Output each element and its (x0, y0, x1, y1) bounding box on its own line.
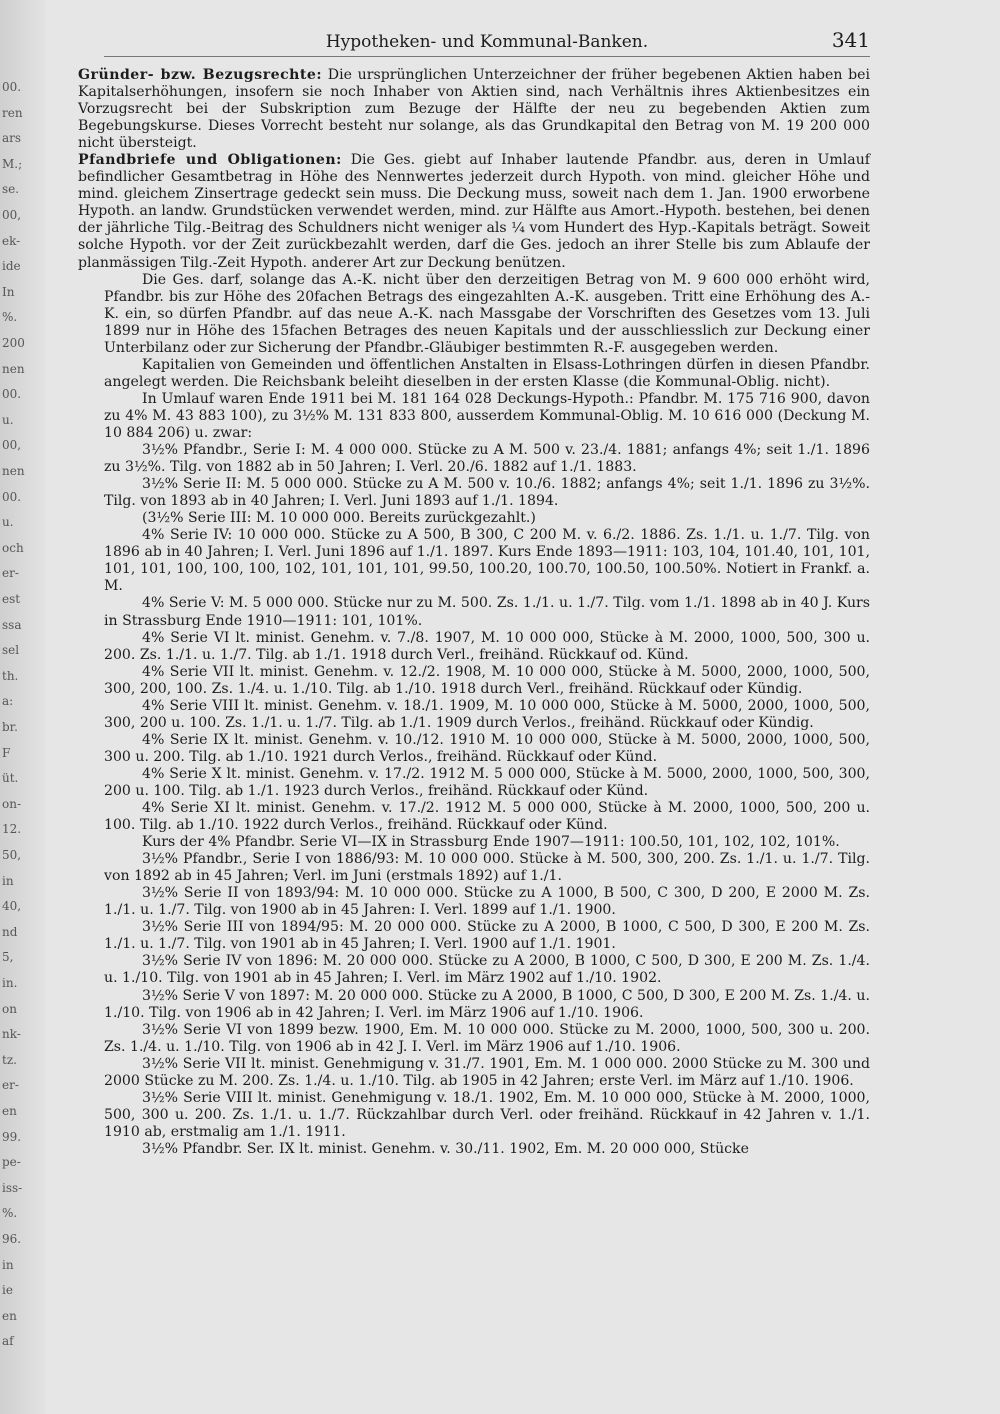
gutter-fragment: %. (2, 1206, 18, 1221)
paragraph-text: Die ursprünglichen Unterzeichner der früher begebenen Aktien haben bei Kapitalserhöhungen, insofern sie noch Inhaber von Aktien sind, nach Verhältnis ihres Aktienbesitzes ein Vorzugsrecht bei der Subskription zum Bezuge der Hälfte der neu zu begebenden Aktien zum Begebungskurse. Dieses Vorrecht besteht nur solange, als das Grundkapital den Betrag von M. 19 200 000 nicht übersteigt. (78, 67, 870, 152)
gutter-fragment: üt. (2, 771, 19, 786)
gutter-fragment: er- (2, 566, 19, 581)
gutter-fragment: af (2, 1334, 14, 1349)
gutter-fragment: 96. (2, 1232, 22, 1246)
paragraph-text: 4% Serie IV: 10 000 000. Stücke zu A 500, B 300, C 200 M. v. 6./2. 1886. Zs. 1./1. u. 1./7. Tilg. von 1896 ab in 40 Jahren; I. Verl. Juni 1896 auf 1./1. 1897. Kurs Ende 1893—1911: 103, 104, 101.40, 101, 101, 101, 101, 100, 100, 100, 102, 101, 101, 101, 99.50, 100.20, 100.70, 100.50, 100.50%. Notiert in Frankf. a. M. (104, 527, 870, 595)
gutter-fragment: ek- (2, 233, 21, 248)
paragraph (104, 766, 870, 800)
gutter-fragment: 00, (2, 438, 22, 453)
gutter-fragment: 200 (2, 336, 25, 350)
paragraph-text: 3½% Pfandbr. Ser. IX lt. minist. Genehm. v. 30./11. 1902, Em. M. 20 000 000, Stücke (142, 1140, 749, 1157)
paragraph (104, 851, 870, 885)
gutter-fragment: th. (2, 668, 19, 683)
paragraph-text: 3½% Serie II: M. 5 000 000. Stücke zu A M. 500 v. 10./6. 1882; anfangs 4%; seit 1./1. 1896 zu 3½%. Tilg. von 1893 ab in 40 Jahren; I. Verl. Juni 1893 auf 1./1. 1894. (104, 476, 870, 510)
paragraph (104, 664, 870, 698)
paragraph (104, 1141, 870, 1158)
paragraph-text: (3½% Serie III: M. 10 000 000. Bereits zurückgezahlt.) (142, 510, 536, 527)
gutter-fragment: 50, (2, 848, 22, 862)
paragraph (104, 391, 870, 442)
gutter-fragment: och (2, 540, 24, 555)
paragraph-text: 3½% Serie VIII lt. minist. Genehmigung v. 18./1. 1902, Em. M. 10 000 000, Stücke à M. 2000, 1000, 500, 300 u. 200. Zs. 1./1. u. 1./7. Rückzahlbar durch Verl. oder freihänd. Rückkauf in 42 Jahren v. 1./1. 1910 ab, erstmalig am 1./1. 1911. (104, 1089, 870, 1140)
paragraph (104, 1022, 870, 1056)
section-heading: Pfandbriefe und Obligationen: (78, 152, 342, 169)
paragraph (104, 510, 870, 527)
gutter-fragment: ars (2, 131, 22, 146)
paragraph-text: Die Ges. giebt auf Inhaber lautende Pfandbr. aus, deren in Umlauf befindlicher Gesamtbetrag in Höhe des Nennwertes jederzeit durch Hypoth. von mind. gleicher Höhe und mind. gleichem Zinsertrage gedeckt sein muss. Die Deckung muss, soweit nach dem 1. Jan. 1900 erworbene Hypoth. an landw. Grundstücken verwendet werden, mind. zur Hälfte aus Amort.-Hypoth. bestehen, bei denen der jährliche Tilg.-Beitrag des Schuldners nicht weniger als ¼ vom Hundert des Hyp.-Kapitals beträgt. Soweit solche Hypoth. vor der Zeit zurückbezahlt werden, darf die Ges. jedoch an ihrer Stelle bis zum Ablaufe der planmässigen Tilg.-Zeit Hypoth. anderer Art zur Deckung benützen. (78, 152, 870, 271)
document-page (78, 28, 870, 1408)
page-title: Hypotheken- und Kommunal-Banken. (325, 32, 649, 52)
paragraph (78, 152, 870, 271)
paragraph-text: 3½% Serie VI von 1899 bezw. 1900, Em. M. 10 000 000. Stücke zu M. 2000, 1000, 500, 300 u. 200. Zs. 1./4. u. 1./10. Tilg. von 1906 ab in 42 J. I. Verl. im März 1906 auf 1./10. 1906. (104, 1021, 870, 1055)
gutter-fragment: 00. (2, 489, 22, 504)
section-heading: Gründer- bzw. Bezugsrechte: (78, 67, 323, 83)
gutter-fragment: F (2, 745, 11, 760)
paragraph (104, 595, 870, 629)
paragraph-text: Kurs der 4% Pfandbr. Serie VI—IX in Strassburg Ende 1907—1911: 100.50, 101, 102, 102, 101%. (142, 834, 840, 851)
paragraph (104, 834, 870, 851)
paragraph-text: 3½% Serie IV von 1896: M. 20 000 000. Stücke zu A 2000, B 1000, C 500, D 300, E 200 M. Zs. 1./4. u. 1./10. Tilg. von 1901 ab in 45 Jahren; I. Verl. im März 1902 auf 1./10. 1902. (104, 953, 870, 987)
gutter-fragment: in. (2, 976, 18, 990)
paragraph (104, 442, 870, 476)
paragraph (104, 272, 870, 357)
paragraph (104, 919, 870, 953)
document-body (78, 67, 870, 1158)
gutter-fragment: nen (2, 361, 25, 376)
paragraph-text: 3½% Pfandbr., Serie I von 1886/93: M. 10 000 000. Stücke à M. 500, 300, 200. Zs. 1./1. u. 1./7. Tilg. von 1892 ab in 45 Jahren; Verl. im Juni (erstmals 1892) auf 1./1. (104, 851, 870, 885)
paragraph-text: 4% Serie X lt. minist. Genehm. v. 17./2. 1912 M. 5 000 000, Stücke à M. 5000, 2000, 1000, 500, 300, 200 u. 100. Tilg. ab 1./1. 1923 durch Verlos., freihänd. Rückkauf oder Künd. (104, 765, 870, 799)
paragraph-text: Kapitalien von Gemeinden und öffentlichen Anstalten in Elsass-Lothringen dürfen in diesen Pfandbr. angelegt werden. Die Reichsbank beleiht dieselben in der ersten Klasse (die Kommunal-Oblig. nicht). (104, 356, 870, 390)
left-margin-bleed (0, 0, 46, 1414)
gutter-fragment: sel (2, 643, 20, 658)
gutter-fragment: en (2, 1308, 17, 1323)
gutter-fragment: In (2, 284, 15, 299)
paragraph (104, 732, 870, 766)
paragraph-text: 3½% Pfandbr., Serie I: M. 4 000 000. Stücke zu A M. 500 v. 23./4. 1881; anfangs 4%; seit 1./1. 1896 zu 3½%. Tilg. von 1882 ab in 50 Jahren; I. Verl. 20./6. 1882 auf 1./1. 1883. (104, 442, 870, 476)
gutter-fragment: iss- (2, 1180, 23, 1195)
gutter-fragment: er- (2, 1078, 19, 1093)
paragraph (104, 988, 870, 1022)
gutter-fragment: 00. (2, 387, 22, 402)
gutter-fragment: en (2, 1104, 17, 1118)
paragraph (104, 357, 870, 391)
page-header (104, 28, 870, 57)
paragraph-text: 4% Serie XI lt. minist. Genehm. v. 17./2. 1912 M. 5 000 000, Stücke à M. 2000, 1000, 500, 200 u. 100. Tilg. ab 1./10. 1922 durch Verlos., freihänd. Rückkauf oder Künd. (104, 800, 870, 834)
gutter-fragment: %. (2, 310, 18, 325)
gutter-fragment: a: (2, 694, 14, 709)
paragraph (104, 1090, 870, 1141)
gutter-fragment: nd (2, 924, 18, 939)
gutter-fragment: in (2, 873, 14, 888)
paragraph-text: 4% Serie VIII lt. minist. Genehm. v. 18./1. 1909, M. 10 000 000, Stücke à M. 5000, 2000, 1000, 500, 300, 200 u. 100. Zs. 1./1. u. 1./7. Tilg. ab 1./1. 1909 durch Verlos., freihänd. Rückkauf oder Kündig. (104, 697, 870, 731)
paragraph (78, 67, 870, 152)
gutter-fragment: ssa (2, 617, 22, 632)
gutter-fragment: 40, (2, 899, 22, 914)
paragraph-text: 4% Serie V: M. 5 000 000. Stücke nur zu M. 500. Zs. 1./1. u. 1./7. Tilg. vom 1./1. 1898 ab in 40 J. Kurs in Strassburg Ende 1910—1911: 101, 101%. (104, 595, 870, 629)
gutter-fragment: M.; (2, 156, 23, 171)
gutter-fragment: est (2, 592, 21, 606)
gutter-fragment: on (2, 1001, 17, 1016)
paragraph (104, 698, 870, 732)
gutter-fragment: in (2, 1257, 14, 1272)
gutter-fragment: on- (2, 796, 22, 811)
gutter-fragment: 00. (2, 80, 22, 94)
paragraph (104, 885, 870, 919)
gutter-fragment: ide (2, 259, 21, 274)
gutter-fragment: u. (2, 515, 14, 530)
gutter-fragment: br. (2, 720, 18, 734)
gutter-fragment: tz. (2, 1052, 17, 1067)
gutter-fragment: u. (2, 412, 14, 427)
gutter-fragment: ren (2, 105, 23, 120)
paragraph (104, 527, 870, 595)
paragraph-text: Die Ges. darf, solange das A.-K. nicht über den derzeitigen Betrag von M. 9 600 000 erhöht wird, Pfandbr. bis zur Höhe des 20fachen Betrags des eingezahlten A.-K. ausgeben. Tritt eine Erhöhung des A.-K. ein, so dürfen Pfandbr. auf das neue A.-K. nach Massgabe der Vorschriften des Gesetzes vom 13. Juli 1899 nur in Höhe des 15fachen Betrages des neuen Kapitals und der ausschliesslich zur Deckung einer Unterbilanz oder zur Sicherung der Pfandbr.-Gläubiger bestimmten R.-F. ausgegeben werden. (104, 271, 870, 356)
paragraph-text: 4% Serie VI lt. minist. Genehm. v. 7./8. 1907, M. 10 000 000, Stücke à M. 2000, 1000, 500, 300 u. 200. Zs. 1./1. u. 1./7. Tilg. ab 1./1. 1918 durch Verl., freihänd. Rückkauf od. Künd. (104, 629, 870, 663)
paragraph-text: In Umlauf waren Ende 1911 bei M. 181 164 028 Deckungs-Hypoth.: Pfandbr. M. 175 716 900, davon zu 4% M. 43 883 100), zu 3½% M. 131 833 800, ausserdem Kommunal-Oblig. M. 10 616 000 (Deckung M. 10 884 206) u. zwar: (104, 390, 870, 441)
gutter-fragment: ie (2, 1283, 13, 1298)
gutter-fragment: 12. (2, 822, 22, 837)
paragraph-text: 3½% Serie II von 1893/94: M. 10 000 000. Stücke zu A 1000, B 500, C 300, D 200, E 2000 M. Zs. 1./1. u. 1./7. Tilg. von 1900 ab in 45 Jahren: I. Verl. 1899 auf 1./1. 1900. (104, 885, 870, 919)
gutter-fragment: pe- (2, 1155, 21, 1170)
paragraph (104, 800, 870, 834)
gutter-fragment: 00, (2, 208, 22, 222)
paragraph (104, 630, 870, 664)
gutter-fragment: se. (2, 182, 20, 197)
paragraph-text: 3½% Serie V von 1897: M. 20 000 000. Stücke zu A 2000, B 1000, C 500, D 300, E 200 M. Zs. 1./4. u. 1./10. Tilg. von 1906 ab in 42 Jahren; I. Verl. im März 1906 auf 1./10. 1906. (104, 987, 870, 1021)
paragraph (104, 476, 870, 510)
paragraph (104, 1056, 870, 1090)
paragraph (104, 953, 870, 987)
paragraph-text: 4% Serie IX lt. minist. Genehm. v. 10./12. 1910 M. 10 000 000, Stücke à M. 5000, 2000, 1000, 500, 300 u. 200. Tilg. ab 1./10. 1921 durch Verlos., freihänd. Rückkauf oder Künd. (104, 731, 870, 765)
gutter-fragment: nen (2, 464, 25, 478)
gutter-fragment: nk- (2, 1027, 21, 1042)
paragraph-text: 3½% Serie III von 1894/95: M. 20 000 000. Stücke zu A 2000, B 1000, C 500, D 300, E 200 M. Zs. 1./1. u. 1./7. Tilg. von 1901 ab in 45 Jahren; I. Verl. 1900 auf 1./1. 1901. (104, 919, 870, 953)
gutter-fragment: 5, (2, 950, 14, 965)
page-number: 341 (831, 28, 870, 52)
paragraph-text: 4% Serie VII lt. minist. Genehm. v. 12./2. 1908, M. 10 000 000, Stücke à M. 5000, 2000, 1000, 500, 300, 200, 100. Zs. 1./4. u. 1./10. Tilg. ab 1./10. 1918 durch Verl., freihänd. Rückkauf oder Kündig. (104, 663, 870, 697)
gutter-fragment: 99. (2, 1129, 22, 1144)
paragraph-text: 3½% Serie VII lt. minist. Genehmigung v. 31./7. 1901, Em. M. 1 000 000. 2000 Stücke zu M. 300 und 2000 Stücke zu M. 200. Zs. 1./4. u. 1./10. Tilg. ab 1905 in 42 Jahren; erste Verl. im März auf 1./10. 1906. (104, 1055, 870, 1089)
